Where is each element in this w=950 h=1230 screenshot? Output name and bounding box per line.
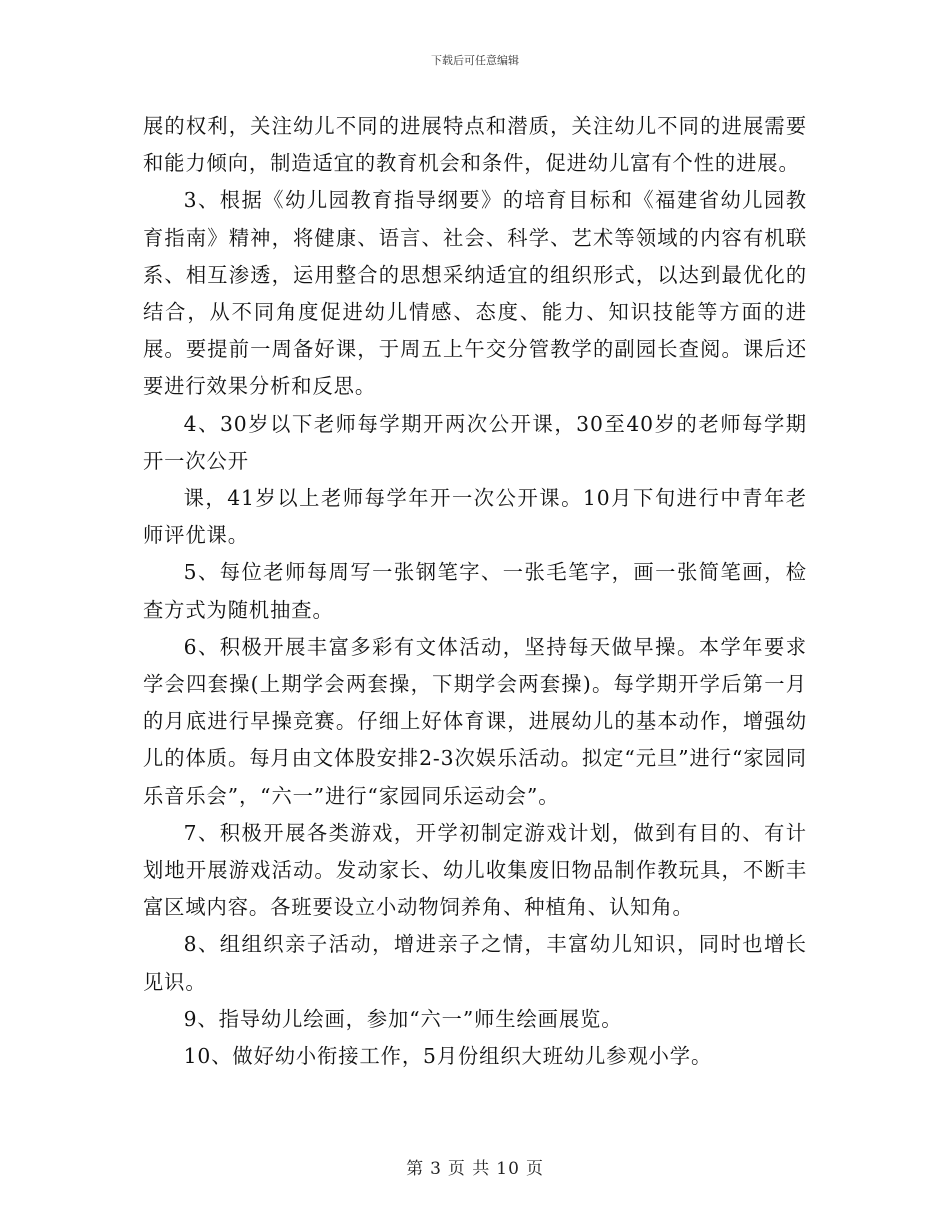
paragraph-item-6: 6、积极开展丰富多彩有文体活动，坚持每天做早操。本学年要求学会四套操(上期学会两套操，下期学会两套操)。每学期开学后第一月的月底进行早操竞赛。仔细上好体育课，进展幼儿的基本动作，增强幼儿的体质。每月由文体股安排2-3次娱乐活动。拟定“元旦”进行“家园同乐音乐会”，“六一”进行“家园同乐运动会”。 (143, 634, 807, 808)
page-label-suffix: 页 (525, 1159, 544, 1179)
page-header: 下载后可任意编辑 (431, 54, 519, 67)
page-label-middle: 页 共 (447, 1159, 491, 1179)
document-body (143, 108, 807, 1075)
paragraph-item-7: 7、积极开展各类游戏，开学初制定游戏计划，做到有目的、有计划地开展游戏活动。发动家长、幼儿收集废旧物品制作教玩具，不断丰富区域内容。各班要设立小动物饲养角、种植角、认知角。 (143, 820, 807, 920)
page-label-prefix: 第 (406, 1159, 425, 1179)
paragraph-item-4-continued: 课，41岁以上老师每学年开一次公开课。10月下旬进行中青年老师评优课。 (143, 486, 807, 548)
paragraph-item-3: 3、根据《幼儿园教育指导纲要》的培育目标和《福建省幼儿园教育指南》精神，将健康、语言、社会、科学、艺术等领域的内容有机联系、相互渗透，运用整合的思想采纳适宜的组织形式，以达到最优化的结合，从不同角度促进幼儿情感、态度、能力、知识技能等方面的进展。要提前一周备好课，于周五上午交分管教学的副园长查阅。课后还要进行效果分析和反思。 (143, 188, 807, 399)
paragraph-item-9: 9、指导幼儿绘画，参加“六一”师生绘画展览。 (183, 1006, 623, 1031)
page-total-number: 10 (496, 1159, 520, 1179)
paragraph-continuation: 展的权利，关注幼儿不同的进展特点和潜质，关注幼儿不同的进展需要和能力倾向，制造适宜的教育机会和条件，促进幼儿富有个性的进展。 (143, 114, 807, 176)
page-current-number: 3 (430, 1159, 442, 1179)
paragraph-item-10: 10、做好幼小衔接工作，5月份组织大班幼儿参观小学。 (183, 1044, 713, 1069)
paragraph-item-5: 5、每位老师每周写一张钢笔字、一张毛笔字，画一张简笔画，检查方式为随机抽查。 (143, 560, 807, 622)
paragraph-item-4: 4、30岁以下老师每学期开两次公开课，30至40岁的老师每学期开一次公开 (143, 411, 807, 473)
page-footer (0, 1154, 950, 1179)
paragraph-item-8: 8、组组织亲子活动，增进亲子之情，丰富幼儿知识，同时也增长见识。 (143, 932, 807, 994)
